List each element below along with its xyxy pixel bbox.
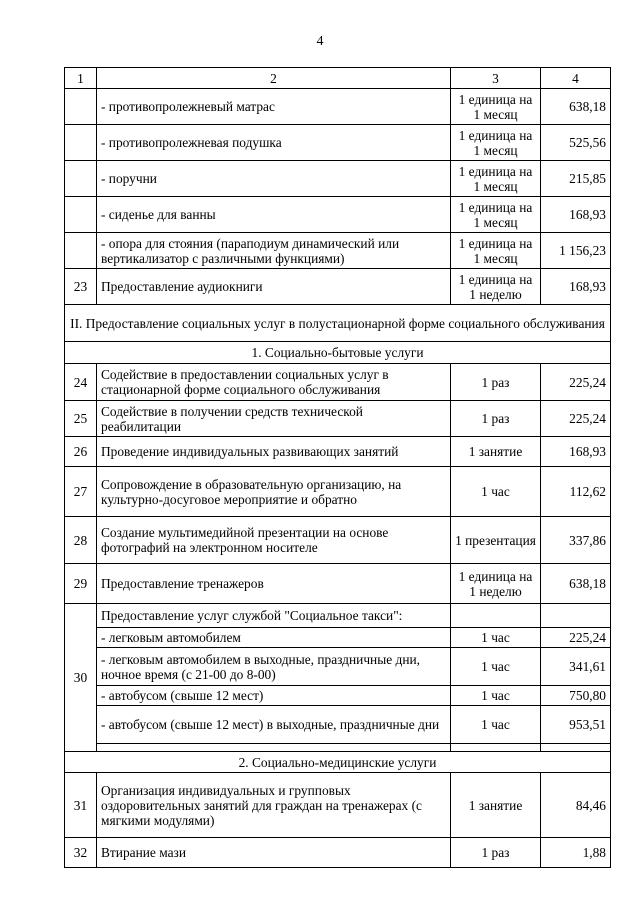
table-row <box>65 437 611 467</box>
price: 168,93 <box>541 197 611 233</box>
price: 84,46 <box>541 773 611 838</box>
service-name: Содействие в предоставлении социальных услуг в стационарной форме социального обслуживания <box>97 364 451 401</box>
tariff-table <box>64 67 611 868</box>
header-row <box>65 68 611 89</box>
unit: 1 единица на 1 месяц <box>451 89 541 125</box>
price: 168,93 <box>541 437 611 467</box>
price: 525,56 <box>541 125 611 161</box>
price: 225,24 <box>541 401 611 437</box>
row-number: 32 <box>65 838 97 868</box>
price <box>541 604 611 628</box>
subsection-heading: 2. Социально-медицинские услуги <box>65 752 611 773</box>
price: 225,24 <box>541 364 611 401</box>
subsection-row <box>65 342 611 364</box>
row-number <box>65 233 97 269</box>
table-row <box>65 604 611 628</box>
table-row <box>65 686 611 706</box>
row-number <box>65 89 97 125</box>
service-name: - легковым автомобилем <box>97 628 451 648</box>
service-name: Содействие в получении средств технической реабилитации <box>97 401 451 437</box>
unit <box>451 604 541 628</box>
header-col-1: 1 <box>65 68 97 89</box>
service-name: Организация индивидуальных и групповых оздоровительных занятий для граждан на тренажерах (с мягкими модулями) <box>97 773 451 838</box>
unit: 1 час <box>451 648 541 686</box>
unit: 1 час <box>451 686 541 706</box>
unit: 1 единица на 1 месяц <box>451 161 541 197</box>
table-row <box>65 517 611 564</box>
price: 341,61 <box>541 648 611 686</box>
row-number <box>65 197 97 233</box>
row-number: 29 <box>65 564 97 604</box>
unit: 1 час <box>451 706 541 744</box>
row-number: 28 <box>65 517 97 564</box>
service-name: - автобусом (свыше 12 мест) <box>97 686 451 706</box>
table-row-spacer <box>65 744 611 752</box>
row-number: 26 <box>65 437 97 467</box>
table-row <box>65 706 611 744</box>
section-heading: II. Предоставление социальных услуг в полустационарной форме социального обслуживания <box>65 305 611 342</box>
service-name: - сиденье для ванны <box>97 197 451 233</box>
unit: 1 час <box>451 467 541 517</box>
table-row <box>65 564 611 604</box>
header-col-4: 4 <box>541 68 611 89</box>
service-name: - легковым автомобилем в выходные, праздничные дни, ночное время (с 21-00 до 8-00) <box>97 648 451 686</box>
table-row <box>65 773 611 838</box>
price: 750,80 <box>541 686 611 706</box>
service-name: - противопролежневый матрас <box>97 89 451 125</box>
header-col-2: 2 <box>97 68 451 89</box>
table-row <box>65 364 611 401</box>
service-group-heading: Предоставление услуг службой "Социальное такси": <box>97 604 451 628</box>
unit: 1 час <box>451 628 541 648</box>
subsection-heading: 1. Социально-бытовые услуги <box>65 342 611 364</box>
table-row <box>65 197 611 233</box>
row-number: 27 <box>65 467 97 517</box>
table-row <box>65 648 611 686</box>
table-row <box>65 89 611 125</box>
table-row <box>65 125 611 161</box>
service-name: Сопровождение в образовательную организацию, на культурно-досуговое мероприятие и обратно <box>97 467 451 517</box>
row-number: 31 <box>65 773 97 838</box>
unit: 1 раз <box>451 364 541 401</box>
row-number <box>65 125 97 161</box>
price: 953,51 <box>541 706 611 744</box>
price: 1,88 <box>541 838 611 868</box>
table-row <box>65 269 611 305</box>
price: 638,18 <box>541 89 611 125</box>
page-number: 4 <box>316 34 324 49</box>
row-number: 25 <box>65 401 97 437</box>
row-number: 30 <box>65 604 97 752</box>
service-name: Предоставление аудиокниги <box>97 269 451 305</box>
service-name: - опора для стояния (параподиум динамический или вертикализатор с различными функциями) <box>97 233 451 269</box>
unit: 1 занятие <box>451 437 541 467</box>
table-row <box>65 467 611 517</box>
table-row <box>65 401 611 437</box>
table-row <box>65 628 611 648</box>
spacer-cell <box>541 744 611 752</box>
unit: 1 занятие <box>451 773 541 838</box>
unit: 1 презентация <box>451 517 541 564</box>
price: 168,93 <box>541 269 611 305</box>
spacer-cell <box>97 744 451 752</box>
spacer-cell <box>451 744 541 752</box>
row-number <box>65 161 97 197</box>
unit: 1 единица на 1 месяц <box>451 233 541 269</box>
section-row <box>65 305 611 342</box>
service-name: Втирание мази <box>97 838 451 868</box>
table-row <box>65 161 611 197</box>
unit: 1 единица на 1 неделю <box>451 564 541 604</box>
price: 225,24 <box>541 628 611 648</box>
unit: 1 раз <box>451 838 541 868</box>
service-name: - автобусом (свыше 12 мест) в выходные, праздничные дни <box>97 706 451 744</box>
service-name: - противопролежневая подушка <box>97 125 451 161</box>
price: 638,18 <box>541 564 611 604</box>
table-row <box>65 233 611 269</box>
price: 215,85 <box>541 161 611 197</box>
unit: 1 единица на 1 месяц <box>451 197 541 233</box>
service-name: Проведение индивидуальных развивающих занятий <box>97 437 451 467</box>
unit: 1 единица на 1 неделю <box>451 269 541 305</box>
service-name: Предоставление тренажеров <box>97 564 451 604</box>
header-col-3: 3 <box>451 68 541 89</box>
unit: 1 единица на 1 месяц <box>451 125 541 161</box>
unit: 1 раз <box>451 401 541 437</box>
table-row <box>65 838 611 868</box>
price: 112,62 <box>541 467 611 517</box>
row-number: 23 <box>65 269 97 305</box>
row-number: 24 <box>65 364 97 401</box>
price: 1 156,23 <box>541 233 611 269</box>
service-name: Создание мультимедийной презентации на основе фотографий на электронном носителе <box>97 517 451 564</box>
service-name: - поручни <box>97 161 451 197</box>
price: 337,86 <box>541 517 611 564</box>
subsection-row <box>65 752 611 773</box>
